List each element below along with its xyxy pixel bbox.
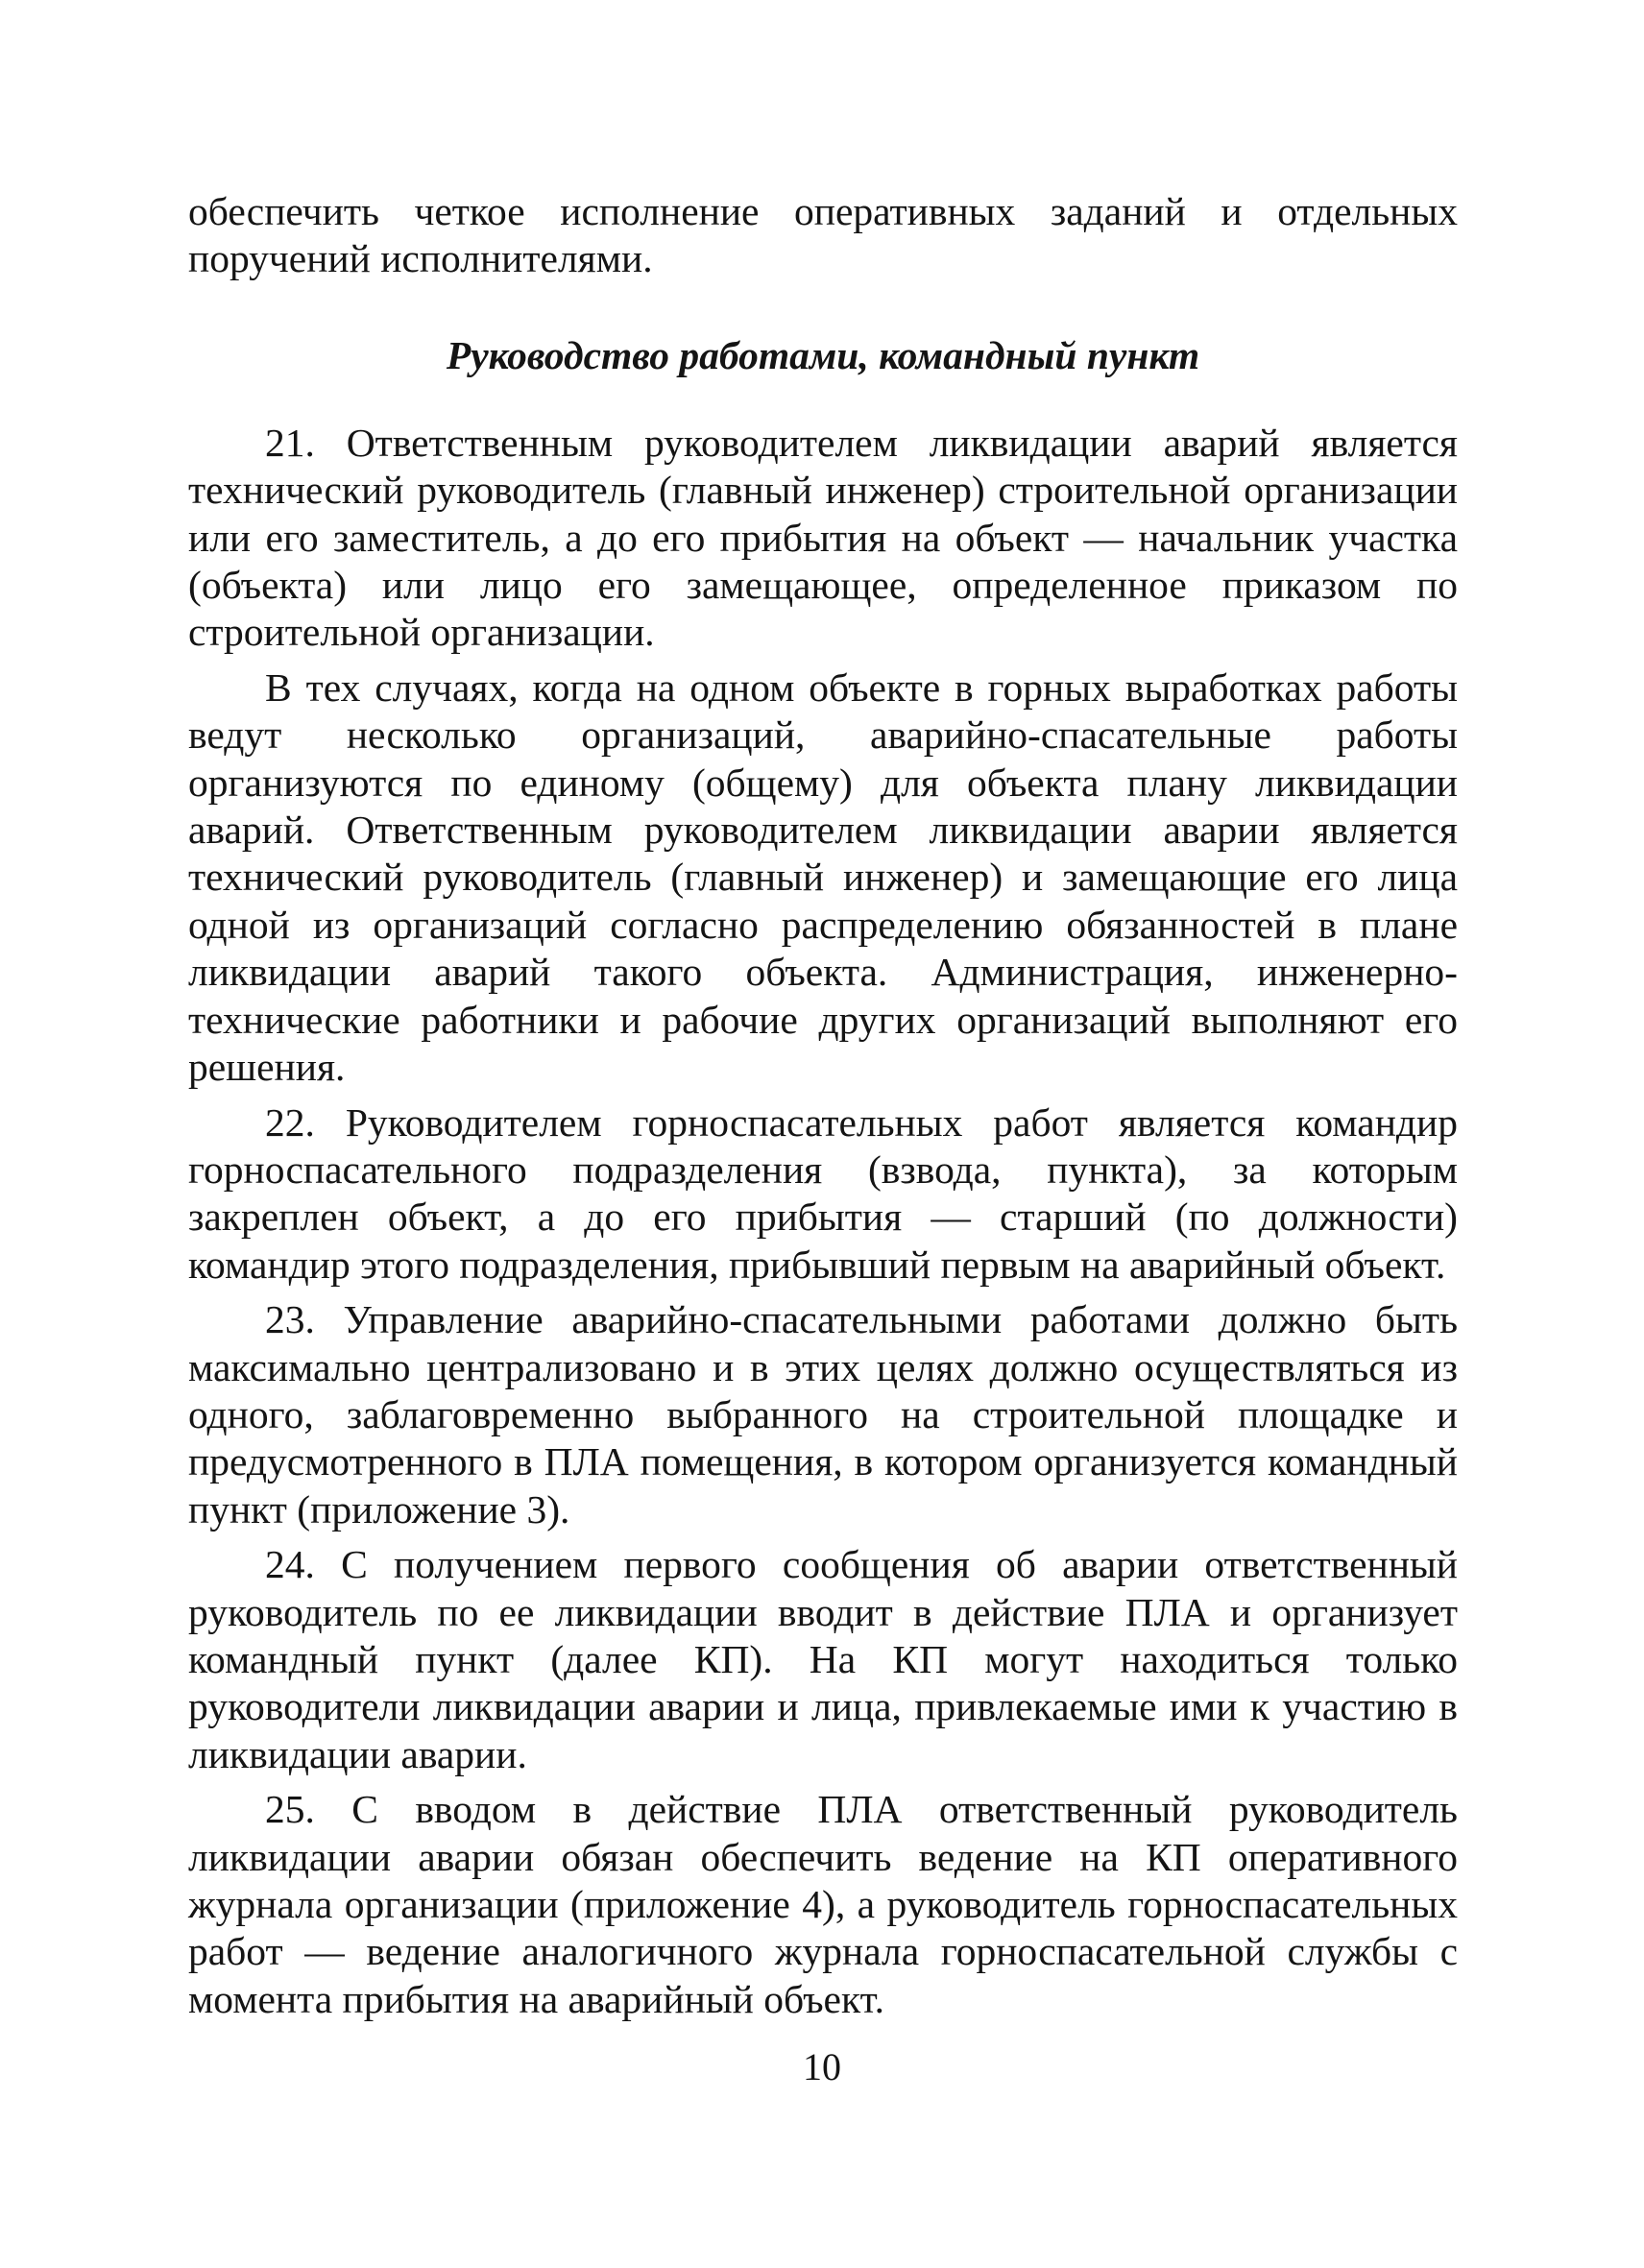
paragraph-25: 25. С вводом в действие ПЛА ответственный руководитель ликвидации аварии обязан обеспечить ведение на КП оперативного журнала организации (приложение 4), а руководитель горноспасательных работ — ведение аналогичного журнала горноспасательной службы с момента прибытия на аварийный объект.	[188, 1787, 1458, 2021]
document-page	[188, 188, 1458, 2023]
paragraph-23: 23. Управление аварийно-спасательными работами должно быть максимально централизовано и в этих целях должно осуществляться из одного, заблаговременно выбранного на строительной площадке и предусмотренного в ПЛА помещения, в котором организуется командный пункт (приложение 3).	[188, 1297, 1458, 1532]
paragraph-organizations: В тех случаях, когда на одном объекте в горных выработках работы ведут несколько организаций, аварийно-спасательные работы организуются по единому (общему) для объекта плану ликвидации аварий. Ответственным руководителем ликвидации аварии является технический руководитель (главный инженер) и замещающие его лица одной из организаций согласно распределению обязанностей в плане ликвидации аварий такого объекта. Администрация, инженерно-технические работники и рабочие других организаций выполняют его решения.	[188, 664, 1458, 1090]
page-number: 10	[803, 2045, 841, 2088]
paragraph-22: 22. Руководителем горноспасательных работ является командир горноспасательного подразделения (взвода, пункта), за которым закреплен объект, а до его прибытия — старший (по должности) командир этого подразделения, прибывший первым на аварийный объект.	[188, 1099, 1458, 1287]
intro-paragraph: обеспечить четкое исполнение оперативных заданий и отдельных поручений исполнителями.	[188, 189, 1458, 281]
paragraph-24: 24. С получением первого сообщения об аварии ответственный руководитель по ее ликвидации вводит в действие ПЛА и организует командный пункт (далее КП). На КП могут находиться только руководители ликвидации аварии и лица, привлекаемые ими к участию в ликвидации аварии.	[188, 1542, 1458, 1776]
paragraph-21: 21. Ответственным руководителем ликвидации аварий является технический руководитель (главный инженер) строительной организации или его заместитель, а до его прибытия на объект — начальник участка (объекта) или лицо его замещающее, определенное приказом по строительной организации.	[188, 420, 1458, 655]
section-heading: Руководство работами, командный пункт	[446, 332, 1200, 377]
